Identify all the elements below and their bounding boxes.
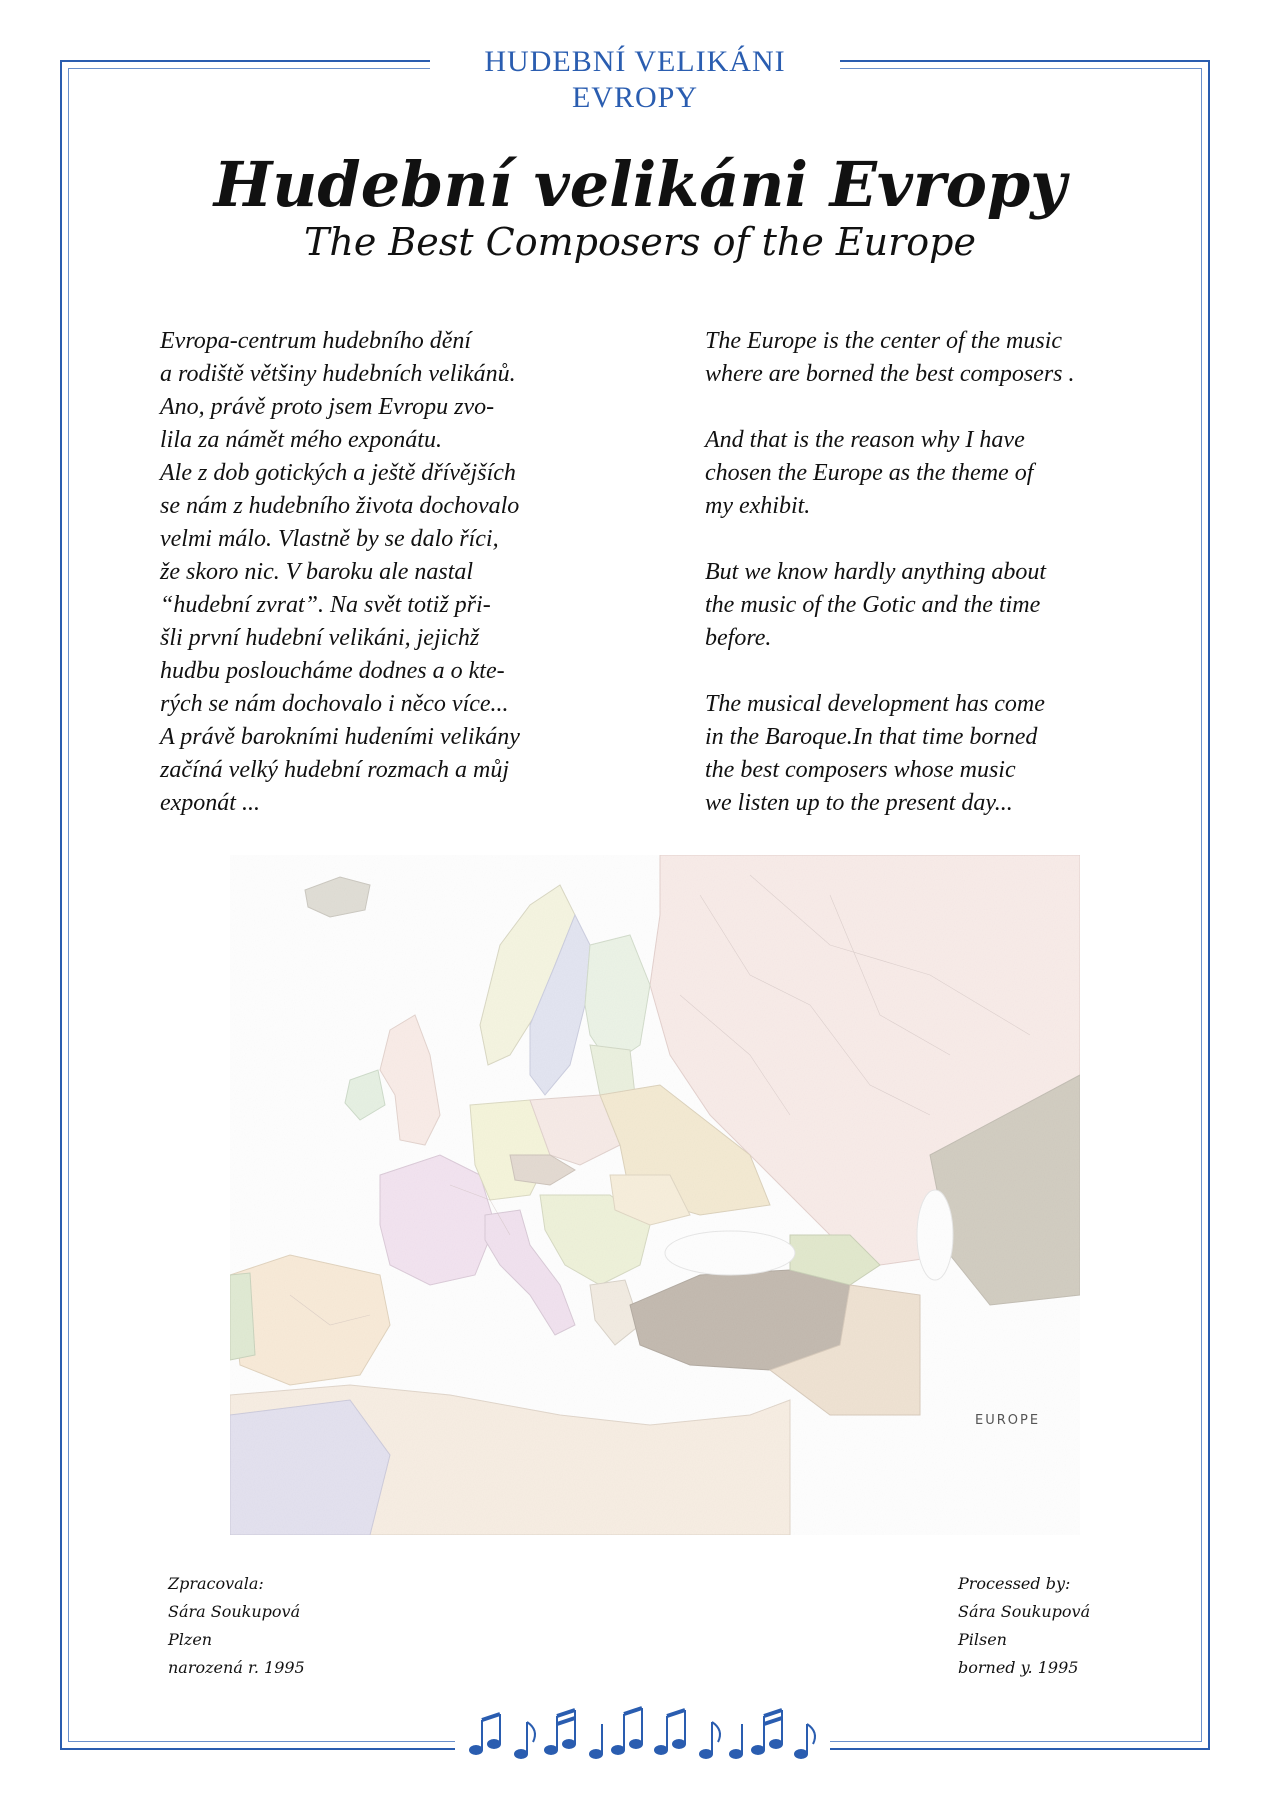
signature-line: Pilsen xyxy=(958,1630,1007,1649)
signature-line: Sára Soukupová xyxy=(168,1602,301,1621)
signature-line: borned y. 1995 xyxy=(958,1658,1079,1677)
text-line: šli první hudební velikáni, jejichž xyxy=(160,625,480,651)
paragraph xyxy=(705,688,1125,820)
header-line-1: HUDEBNÍ VELIKÁNI xyxy=(484,45,786,78)
page-header xyxy=(430,44,840,116)
paragraph xyxy=(705,325,1125,391)
signature-line: narozená r. 1995 xyxy=(168,1658,305,1677)
paragraph xyxy=(705,424,1125,523)
text-line: se nám z hudebního života dochovalo xyxy=(160,493,520,519)
signature-line: Zpracovala: xyxy=(168,1574,264,1593)
text-line: where are borned the best composers . xyxy=(705,361,1075,387)
text-line: exponát ... xyxy=(160,790,260,816)
text-line: Evropa-centrum hudebního dění xyxy=(160,328,472,354)
text-line: the best composers whose music xyxy=(705,757,1016,783)
text-line: my exhibit. xyxy=(705,493,811,519)
text-line: Ale z dob gotických a ještě dřívějších xyxy=(160,460,516,486)
text-line: the music of the Gotic and the time xyxy=(705,592,1041,618)
text-line: a rodiště většiny hudebních velikánů. xyxy=(160,361,516,387)
europe-map xyxy=(230,855,1080,1535)
signature-english xyxy=(958,1570,1090,1682)
music-notes-icon xyxy=(460,1700,830,1770)
text-line: hudbu posloucháme dodnes a o kte- xyxy=(160,658,505,684)
text-line: But we know hardly anything about xyxy=(705,559,1047,585)
signature-czech xyxy=(168,1570,305,1682)
signature-line: Sára Soukupová xyxy=(958,1602,1091,1621)
text-line: we listen up to the present day... xyxy=(705,790,1013,816)
text-line: chosen the Europe as the theme of xyxy=(705,460,1034,486)
english-text-column xyxy=(705,325,1125,853)
text-line: rých se nám dochovalo i něco více... xyxy=(160,691,509,717)
text-line: in the Baroque.In that time borned xyxy=(705,724,1038,750)
text-line: velmi málo. Vlastně by se dalo říci, xyxy=(160,526,499,552)
text-line: And that is the reason why I have xyxy=(705,427,1025,453)
text-line: že skoro nic. V baroku ale nastal xyxy=(160,559,474,585)
text-line: “hudební zvrat”. Na svět totiž při- xyxy=(160,592,491,618)
text-line: lila za námět mého exponátu. xyxy=(160,427,442,453)
czech-text-column xyxy=(160,325,600,820)
header-line-2: EVROPY xyxy=(571,81,698,114)
map-label: EUROPE xyxy=(975,1413,1041,1428)
signature-line: Processed by: xyxy=(958,1574,1071,1593)
text-line: A právě barokními hudeními velikány xyxy=(160,724,520,750)
page-subtitle: The Best Composers of the Europe xyxy=(304,220,976,264)
text-line: The Europe is the center of the music xyxy=(705,328,1063,354)
signature-line: Plzen xyxy=(168,1630,213,1649)
text-line: before. xyxy=(705,625,772,651)
text-line: The musical development has come xyxy=(705,691,1045,717)
text-line: Ano, právě proto jsem Evropu zvo- xyxy=(160,394,495,420)
paragraph xyxy=(705,556,1125,655)
page-title: Hudební velikáni Evropy xyxy=(213,148,1067,221)
text-line: začíná velký hudební rozmach a můj xyxy=(160,757,510,783)
